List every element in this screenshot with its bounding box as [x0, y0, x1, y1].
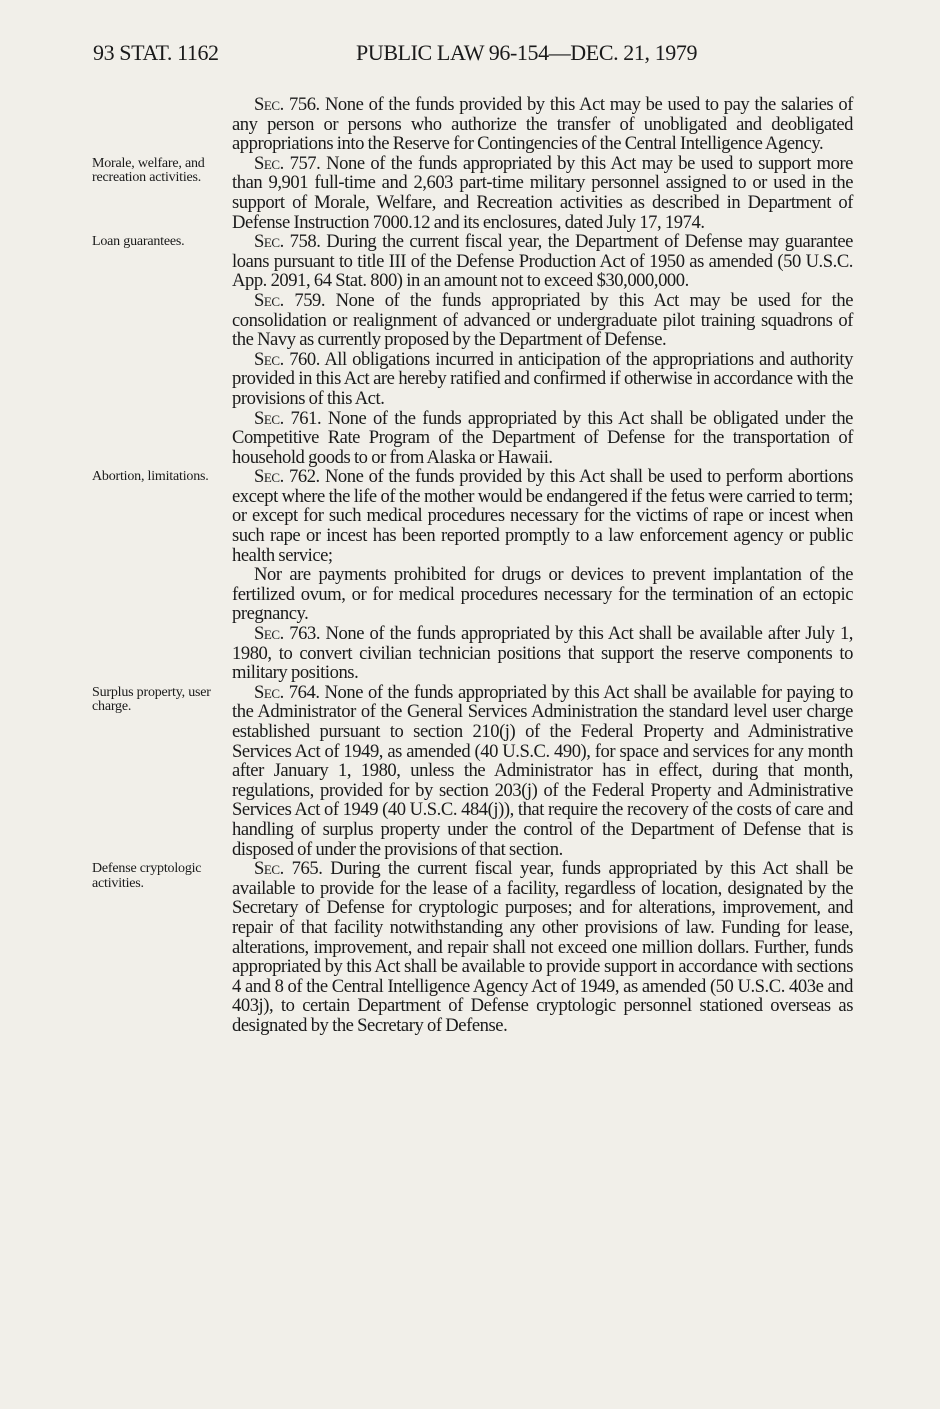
margin-note: Morale, welfare, and recreation activities. — [92, 155, 205, 186]
section-764 — [92, 681, 853, 860]
section-label: Sec. 760. — [254, 348, 320, 370]
margin-note: Defense cryptologic activities. — [92, 861, 202, 891]
margin-note: Abortion, limitations. — [92, 469, 209, 485]
margin-note: Loan guarantees. — [92, 234, 185, 250]
section-label: Sec. 761. — [254, 407, 322, 429]
section-text: During the current fiscal year, the Department of Defense may guarantee loans pursuant to title III of the Defense Production Act of 1950 as amended (50 U.S.C. App. 2091, 64 Stat. 800) in an amount not to exceed $30,000,000. — [232, 231, 853, 292]
section-label: Sec. 756. — [254, 94, 320, 115]
page-header-title: PUBLIC LAW 96-154—DEC. 21, 1979 — [356, 40, 698, 65]
section-760 — [232, 350, 853, 409]
section-763 — [232, 624, 853, 683]
section-757 — [92, 152, 853, 233]
section-762-continuation — [232, 565, 853, 624]
section-text: None of the funds appropriated by this Act may be used for the consolidation or realignment of advanced or undergraduate pilot training squadrons of the Navy as currently proposed by the Department of Defense. — [232, 289, 853, 351]
section-758 — [92, 231, 853, 292]
section-text: None of the funds appropriated by this Act shall be available for paying to the Administrator of the General Services Administration the standard level user charge established pursuant to section 210(j) of the Federal Property and Administrative Services Act of 1949, as amended (40 U.S.C. 490), for space and services for any month after January 1, 1980, unless the Administrator has in effect, during that month, regulations, provided for by section 203(j) of the Federal Property and Administrative Services Act of 1949 (40 U.S.C. 484(j)), that require the recovery of the costs of care and handling of surplus property under the control of the Department of Defense that is disposed of under the provisions of that section. — [232, 681, 853, 860]
section-text: All obligations incurred in anticipation of the appropriations and authority provided in this Act are hereby ratified and confirmed if otherwise in accordance with the provisions of this Act. — [232, 348, 853, 409]
section-label: Sec. 759. — [254, 289, 326, 311]
section-text: None of the funds appropriated by this Act may be used to support more than 9,901 full-time and 2,603 part-time military personnel assigned to or used in the support of Morale, Welfare, and Recreation activities as described in Department of Defense Instruction 7000.12 and its enclosures, dated July 17, 1974. — [232, 152, 853, 233]
stat-page-reference: 93 STAT. 1162 — [93, 40, 219, 65]
section-label: Sec. 764. — [254, 681, 320, 703]
section-761 — [232, 409, 853, 468]
section-759 — [232, 291, 853, 350]
section-756 — [232, 95, 853, 154]
margin-note: Surplus property, user charge. — [92, 684, 211, 715]
section-762 — [92, 466, 853, 566]
section-text: None of the funds appropriated by this Act shall be obligated under the Competitive Rate Program of the Department of Defense for the transportation of household goods to or from Alaska or Hawaii. — [232, 407, 853, 468]
section-text: During the current fiscal year, funds appropriated by this Act shall be available to provide for the lease of a facility, regardless of location, designated by the Secretary of Defense for cryptologic purposes; and for alterations, improvement, and repair of that facility notwithstanding any other provisions of law. Funding for lease, alterations, improvement, and repair shall not exceed one million dollars. Further, funds appropriated by this Act shall be available to provide support in accordance with sections 4 and 8 of the Central Intelligence Agency Act of 1949, as amended (50 U.S.C. 403e and 403j), to certain Department of Defense cryptologic personnel stationed overseas as designated by the Secretary of Defense. — [232, 858, 853, 1036]
section-label: Sec. 757. — [254, 152, 321, 174]
section-765 — [92, 858, 853, 1036]
section-label: Sec. 762. — [254, 466, 320, 488]
section-label: Sec. 765. — [254, 858, 323, 880]
section-label: Sec. 758. — [254, 231, 321, 253]
document-body — [92, 94, 853, 1036]
section-text: None of the funds provided by this Act shall be used to perform abortions except where the life of the mother would be endangered if the fetus were carried to term; or except for such medical procedures necessary for the victims of rape or incest when such rape or incest has been reported promptly to a law enforcement agency or public health service; — [232, 466, 853, 566]
section-text: Nor are payments prohibited for drugs or devices to prevent implantation of the fertilized ovum, or for medical procedures necessary for the termination of an ectopic pregnancy. — [232, 564, 853, 625]
section-text: None of the funds provided by this Act may be used to pay the salaries of any person or persons who authorize the transfer of unobligated and deobligated appropriations into the Reserve for Contingencies of the Central Intelligence Agency. — [232, 94, 853, 155]
section-label: Sec. 763. — [254, 623, 321, 645]
section-text: None of the funds appropriated by this Act shall be available after July 1, 1980, to convert civilian technician positions that support the reserve components to military positions. — [232, 623, 853, 684]
